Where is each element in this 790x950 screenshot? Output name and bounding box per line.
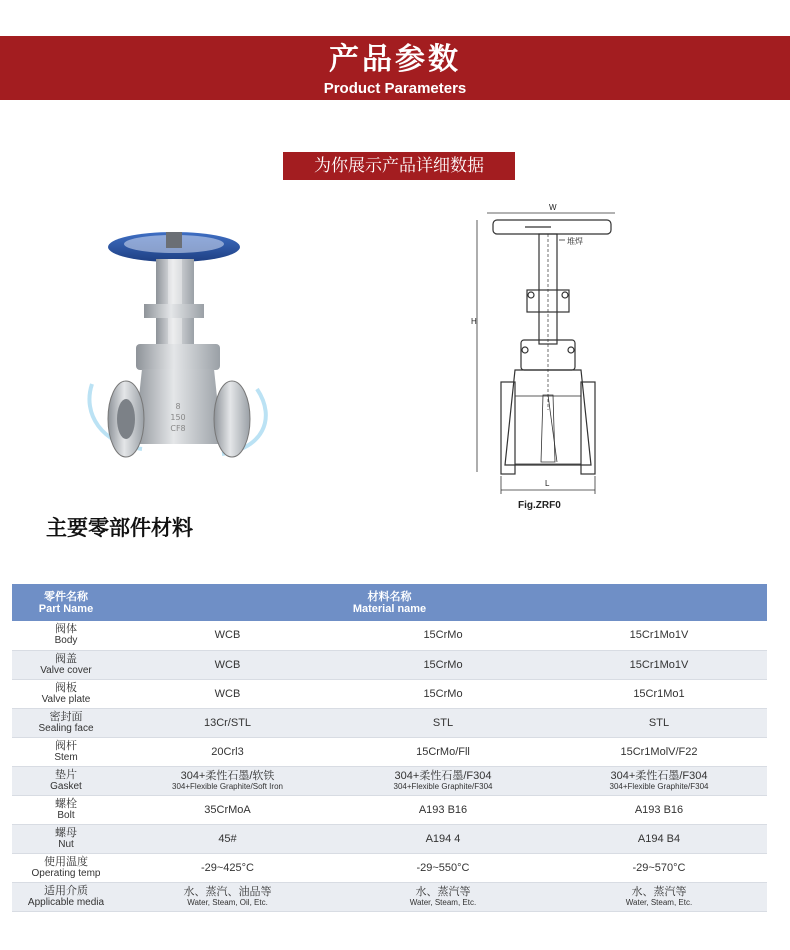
material-cell-3 [551, 766, 767, 795]
header-part-zh: 零件名称 [44, 590, 88, 603]
material-cell-2: 15CrMo [335, 679, 551, 708]
part-name-cell [12, 621, 120, 650]
part-name-zh: 阀杆 [55, 739, 77, 752]
table-row [12, 650, 767, 679]
valve-technical-drawing [465, 200, 625, 520]
material-value-en: Water, Steam, Etc. [409, 898, 477, 907]
table-row [12, 621, 767, 650]
header-part-en: Part Name [38, 602, 94, 615]
material-cell-1: WCB [120, 650, 335, 679]
material-value-en: Water, Steam, Oil, Etc. [187, 898, 268, 907]
gate-valve-photo [82, 214, 282, 484]
material-value: 304+柔性石墨/F304 [610, 770, 708, 782]
material-value-en: 304+Flexible Graphite/F304 [393, 782, 493, 791]
part-name-cell [12, 679, 120, 708]
table-row [12, 679, 767, 708]
part-name-en: Valve cover [40, 664, 92, 676]
material-cell-3 [551, 882, 767, 911]
material-cell-1 [120, 766, 335, 795]
part-name-en: Stem [54, 751, 78, 763]
material-cell-3: A194 B4 [551, 824, 767, 853]
material-cell-2: 15CrMo [335, 621, 551, 650]
part-name-en: Nut [58, 838, 74, 850]
part-name-zh: 使用温度 [44, 855, 88, 868]
table-row [12, 708, 767, 737]
material-cell-1: -29~425°C [120, 853, 335, 882]
material-cell-2: A193 B16 [335, 795, 551, 824]
header-material-en: Material name [352, 602, 427, 615]
part-name-en: Bolt [57, 809, 75, 821]
banner-title-en: Product Parameters [323, 80, 467, 97]
table-row [12, 766, 767, 795]
part-name-zh: 阀体 [55, 623, 77, 636]
material-value-en: 304+Flexible Graphite/F304 [609, 782, 709, 791]
table-row [12, 853, 767, 882]
material-cell-1 [120, 882, 335, 911]
part-name-en: Body [54, 635, 78, 647]
part-name-cell [12, 824, 120, 853]
material-cell-2 [335, 766, 551, 795]
banner-title-zh: 产品参数 [329, 42, 461, 77]
dim-l-label: L [545, 479, 550, 488]
header-material-name [120, 584, 767, 621]
material-value: 水、蒸汽等 [631, 886, 687, 898]
material-cell-2 [335, 882, 551, 911]
part-name-en: Sealing face [38, 722, 94, 734]
part-name-cell [12, 795, 120, 824]
part-name-zh: 适用介质 [44, 884, 88, 897]
material-cell-3: STL [551, 708, 767, 737]
part-name-en: Operating temp [31, 867, 101, 879]
material-cell-2: STL [335, 708, 551, 737]
material-cell-2: -29~550°C [335, 853, 551, 882]
material-cell-1: WCB [120, 679, 335, 708]
dim-w-label: W [549, 203, 557, 212]
material-cell-3: -29~570°C [551, 853, 767, 882]
part-name-zh: 阀盖 [55, 652, 77, 665]
part-name-en: Gasket [50, 780, 82, 792]
part-name-cell [12, 882, 120, 911]
part-name-cell [12, 853, 120, 882]
part-name-cell [12, 737, 120, 766]
subtitle-badge: 为你展示产品详细数据 [283, 152, 515, 180]
part-name-zh: 螺栓 [55, 797, 77, 810]
material-cell-3: 15Cr1Mo1V [551, 650, 767, 679]
material-value-en: 304+Flexible Graphite/Soft Iron [172, 782, 283, 791]
material-value-en: Water, Steam, Etc. [625, 898, 693, 907]
material-cell-1: WCB [120, 621, 335, 650]
material-cell-1: 13Cr/STL [120, 708, 335, 737]
material-cell-1: 45# [120, 824, 335, 853]
part-name-en: Valve plate [41, 693, 91, 705]
part-name-zh: 阀板 [55, 681, 77, 694]
material-value: 304+柔性石墨/F304 [394, 770, 492, 782]
table-row [12, 737, 767, 766]
material-cell-2: 15CrMo/Fll [335, 737, 551, 766]
header-part-name [12, 584, 120, 621]
part-name-en: Applicable media [27, 896, 105, 908]
dim-h-label: H [471, 317, 477, 326]
material-cell-2: 15CrMo [335, 650, 551, 679]
material-cell-1: 20Crl3 [120, 737, 335, 766]
material-cell-3: 15Cr1MolV/F22 [551, 737, 767, 766]
body-mark: CF8 [170, 424, 186, 433]
section-title: 主要零部件材料 [46, 516, 193, 540]
materials-table [12, 584, 767, 912]
table-row [12, 795, 767, 824]
page-banner [0, 36, 790, 100]
part-name-zh: 螺母 [55, 826, 77, 839]
material-value: 水、蒸汽、油品等 [183, 886, 272, 898]
header-material-zh: 材料名称 [367, 590, 412, 603]
weld-note: 堆焊 [567, 237, 583, 246]
part-name-zh: 垫片 [55, 768, 77, 781]
material-cell-1: 35CrMoA [120, 795, 335, 824]
material-value: 304+柔性石墨/软铁 [180, 770, 275, 782]
material-cell-2: A194 4 [335, 824, 551, 853]
figure-label: Fig.ZRF0 [518, 500, 561, 511]
body-mark: 150 [170, 413, 186, 422]
part-name-cell [12, 650, 120, 679]
part-name-zh: 密封面 [49, 710, 83, 723]
material-cell-3: A193 B16 [551, 795, 767, 824]
part-name-cell [12, 766, 120, 795]
material-value: 水、蒸汽等 [415, 886, 471, 898]
body-mark: 8 [175, 402, 181, 411]
material-cell-3: 15Cr1Mo1V [551, 621, 767, 650]
table-row [12, 824, 767, 853]
material-cell-3: 15Cr1Mo1 [551, 679, 767, 708]
part-name-cell [12, 708, 120, 737]
table-row [12, 882, 767, 911]
table-header-row [12, 584, 767, 621]
